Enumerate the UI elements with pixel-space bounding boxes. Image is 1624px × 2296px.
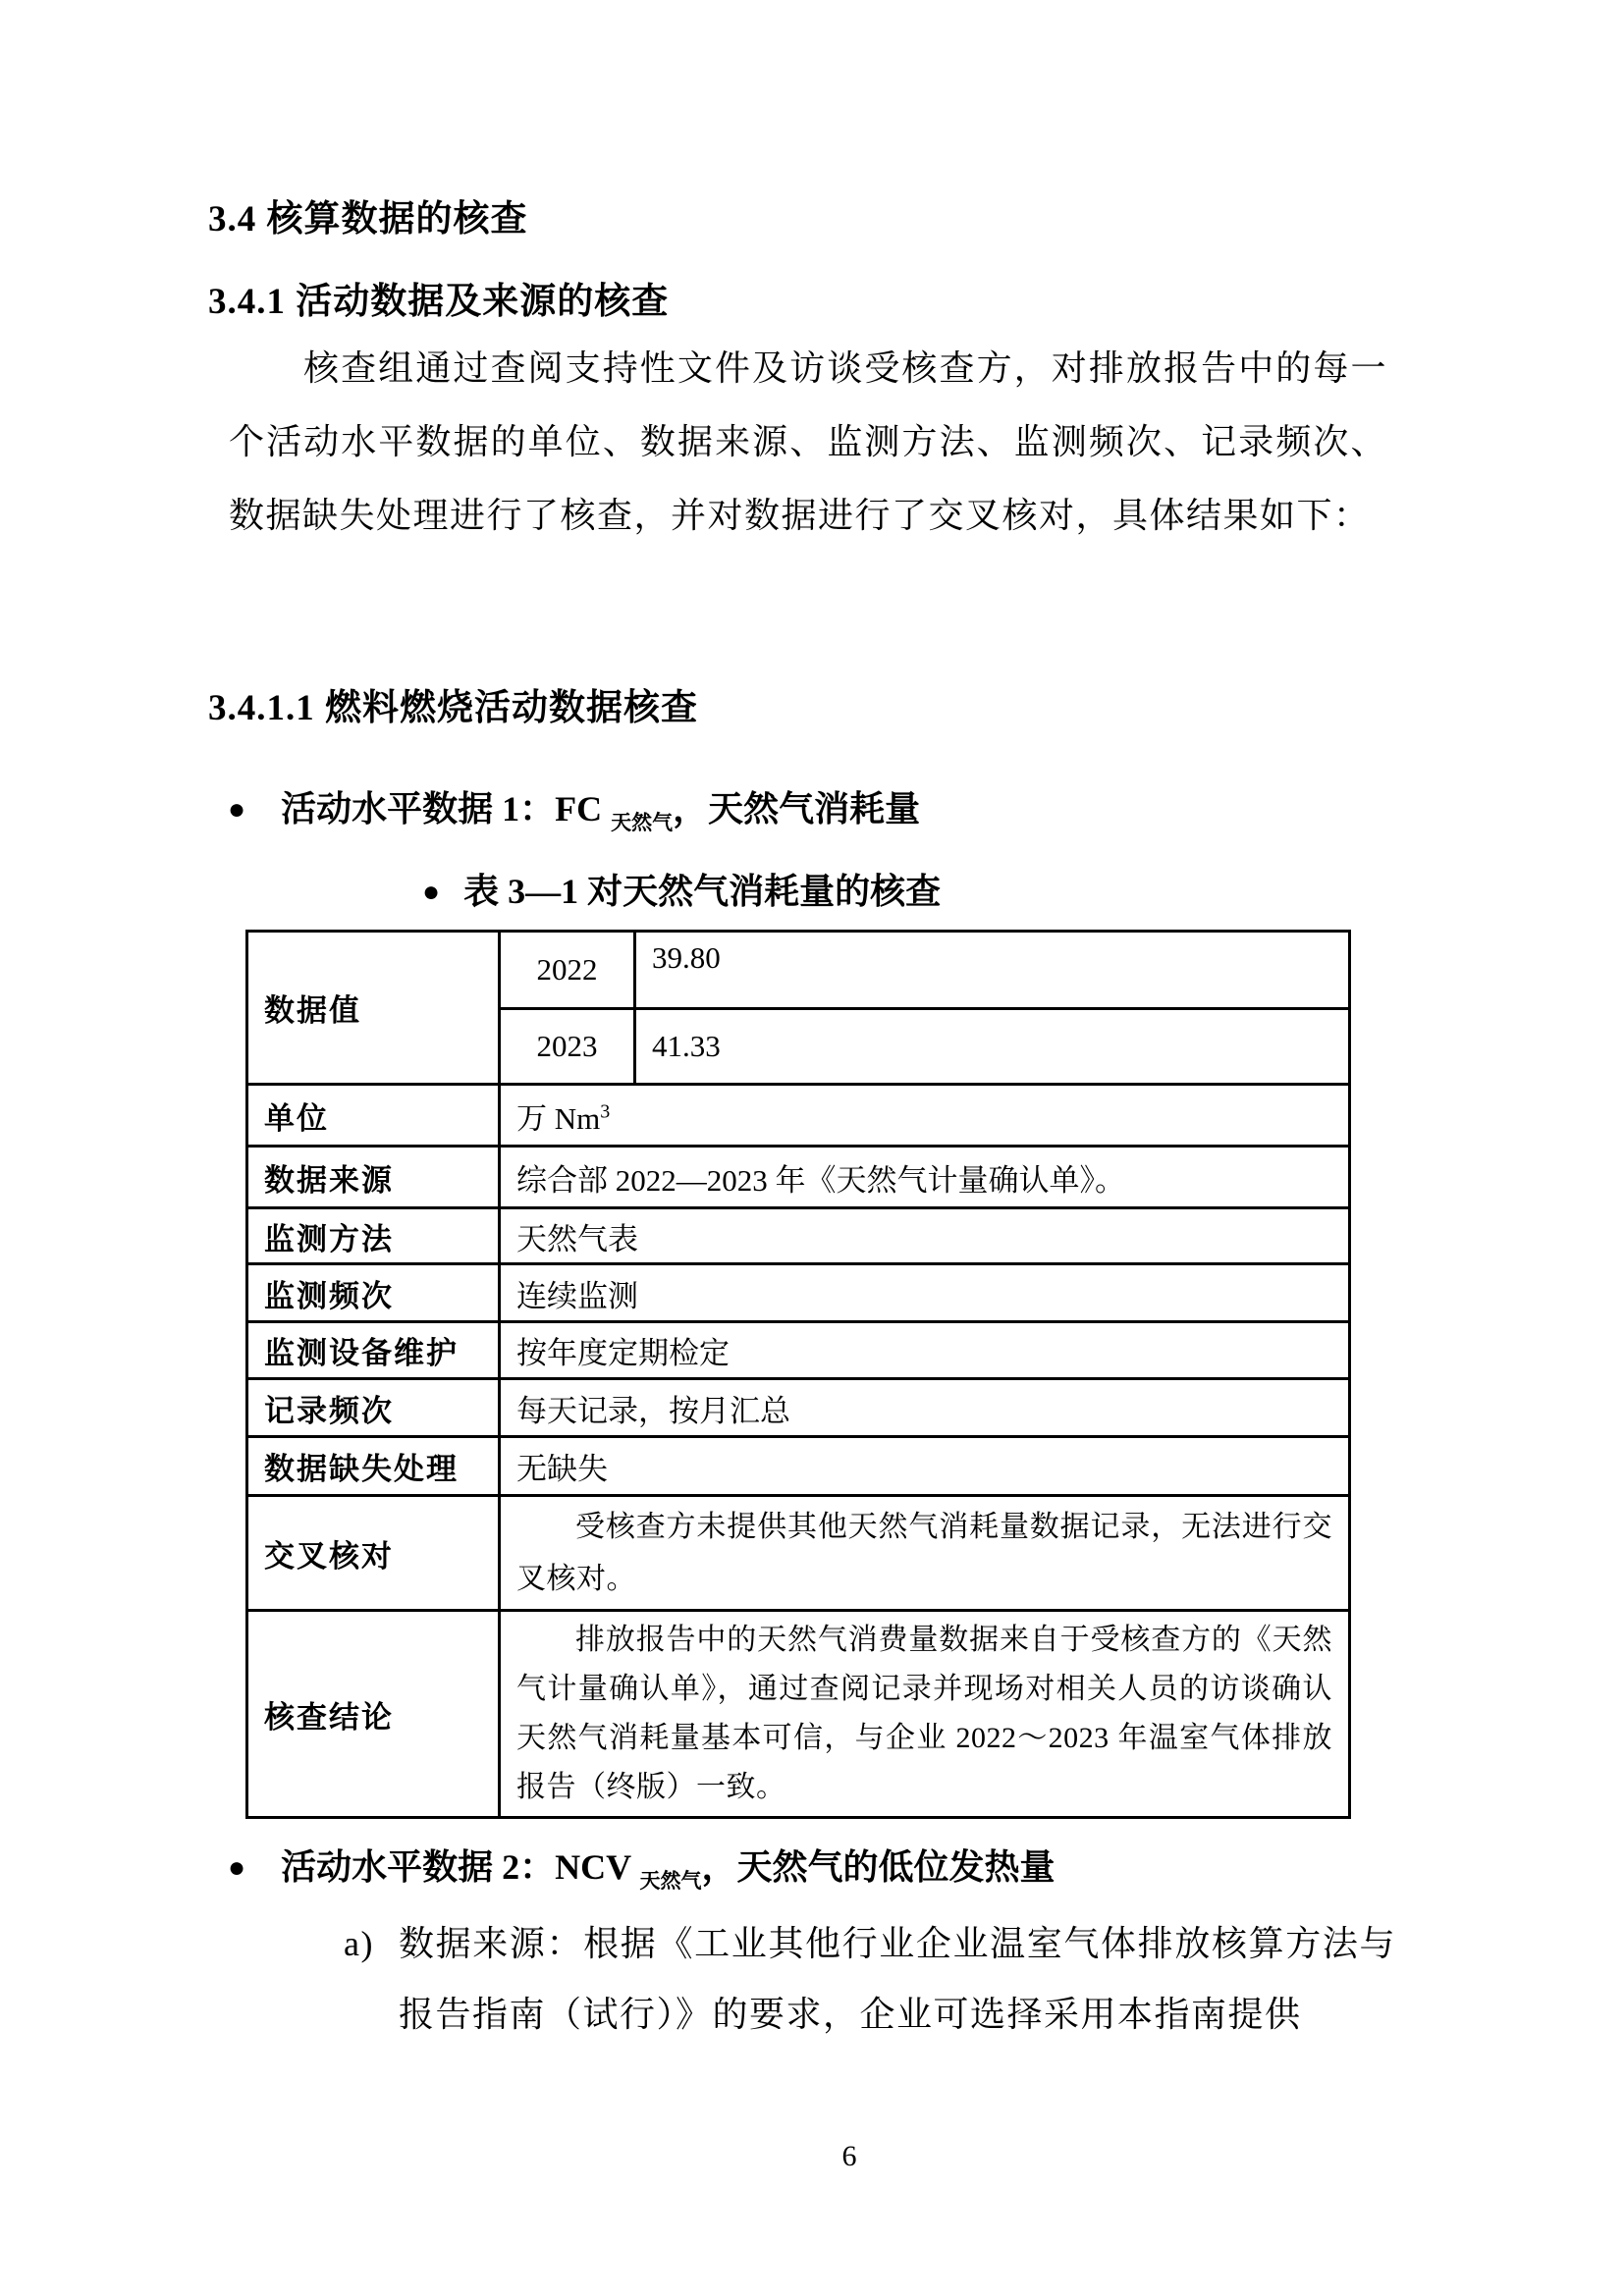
activity-item-1-subscript: 天然气	[611, 811, 674, 834]
section-heading-3-4-1: 3.4.1 活动数据及来源的核查	[208, 282, 670, 322]
activity-item-1-suffix: ，天然气消耗量	[673, 789, 921, 828]
table-row	[247, 1611, 1350, 1818]
missing-data-value: 无缺失	[500, 1437, 1350, 1496]
intro-paragraph: 核查组通过查阅支持性文件及访谈受核查方，对排放报告中的每一个活动水平数据的单位、数据来源、监测方法、监测频次、记录频次、数据缺失处理进行了核查，并对数据进行了交叉核对，具体结果如下：	[229, 348, 1387, 535]
activity-item-2-subscript: 天然气	[639, 1869, 702, 1893]
row-label-conclusion: 核查结论	[247, 1611, 500, 1818]
activity-data-item-2	[228, 1840, 1056, 1895]
activity-item-2-text: 活动水平数据 2：NCV	[281, 1847, 640, 1887]
row-label-cross-check: 交叉核对	[247, 1496, 500, 1611]
bullet-icon: ●	[422, 876, 441, 908]
activity-item-2-suffix: ，天然气的低位发热量	[701, 1847, 1056, 1887]
table-row	[247, 1147, 1350, 1208]
record-frequency-value: 每天记录，按月汇总	[500, 1379, 1350, 1437]
page-number: 6	[841, 2140, 857, 2172]
section-heading-3-4-1-1: 3.4.1.1 燃料燃烧活动数据核查	[208, 688, 698, 728]
activity-data-item-1	[228, 781, 920, 836]
unit-value-cell	[500, 1085, 1350, 1147]
monitoring-method-value: 天然气表	[500, 1208, 1350, 1264]
row-label-data-source: 数据来源	[247, 1147, 500, 1208]
unit-base: 万 Nm	[516, 1100, 601, 1136]
list-item-a-text: 数据来源：根据《工业其他行业企业温室气体排放核算方法与报告指南（试行）》的要求，企业可选择采用本指南提供	[399, 1924, 1396, 2034]
unit-superscript: 3	[600, 1100, 611, 1123]
row-label-record-frequency: 记录频次	[247, 1379, 500, 1437]
row-label-monitoring-frequency: 监测频次	[247, 1264, 500, 1322]
section-heading-3-4: 3.4 核算数据的核查	[208, 199, 528, 240]
table-row	[247, 1379, 1350, 1437]
row-label-equipment-maintenance: 监测设备维护	[247, 1322, 500, 1379]
bullet-icon: ●	[228, 793, 246, 826]
table-row	[247, 1437, 1350, 1496]
value-2023-cell: 41.33	[635, 1009, 1350, 1085]
value-2022-cell: 39.80	[635, 932, 1350, 1009]
table-row	[247, 1085, 1350, 1147]
equipment-maintenance-value: 按年度定期检定	[500, 1322, 1350, 1379]
row-label-missing-data: 数据缺失处理	[247, 1437, 500, 1496]
year-2023-cell: 2023	[500, 1009, 635, 1085]
table-row	[247, 1322, 1350, 1379]
row-label-unit: 单位	[247, 1085, 500, 1147]
table-caption-text: 表 3—1 对天然气消耗量的核查	[463, 872, 942, 911]
year-2022-cell: 2022	[500, 932, 635, 1009]
cross-check-value: 受核查方未提供其他天然气消耗量数据记录，无法进行交叉核对。	[500, 1496, 1350, 1611]
table-caption	[422, 864, 941, 914]
data-source-value: 综合部 2022—2023 年《天然气计量确认单》。	[500, 1147, 1350, 1208]
table-row	[247, 1208, 1350, 1264]
activity-item-1-text: 活动水平数据 1：FC	[281, 789, 612, 828]
row-label-data-value: 数据值	[247, 932, 500, 1085]
table-row	[247, 1496, 1350, 1611]
row-label-monitoring-method: 监测方法	[247, 1208, 500, 1264]
bullet-icon: ●	[228, 1851, 246, 1884]
verification-table	[245, 930, 1351, 1819]
conclusion-value: 排放报告中的天然气消费量数据来自于受核查方的《天然气计量确认单》，通过查阅记录并现场对相关人员的访谈确认天然气消耗量基本可信，与企业 2022～2023 年温室气体排放报告（终版）一致。	[500, 1611, 1350, 1818]
monitoring-frequency-value: 连续监测	[500, 1264, 1350, 1322]
list-item-a-marker: a)	[344, 1924, 374, 1963]
table-row	[247, 1264, 1350, 1322]
table-row	[247, 932, 1350, 1009]
list-item-a	[344, 1908, 1396, 2050]
